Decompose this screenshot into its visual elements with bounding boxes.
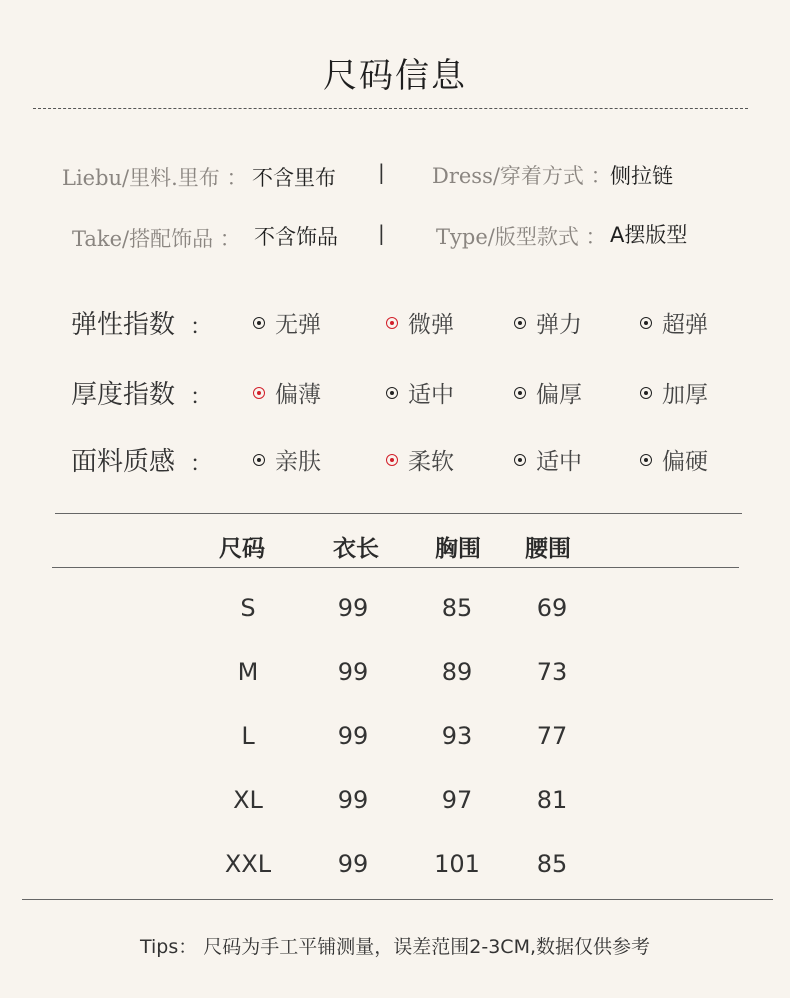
table-top-rule [55,513,742,514]
radio-icon [253,454,265,466]
table-header-cell: 腰围 [525,535,571,562]
attribute-option [386,376,454,409]
size-label-cell: S [240,594,256,622]
radio-icon [640,387,652,399]
page-title: 尺码信息 [323,56,467,96]
size-label-cell: L [241,722,255,750]
table-header-rule [52,567,739,568]
lining-label: Liebu/里料.里布 ： [62,166,248,190]
table-header-cell: 尺码 [219,535,265,562]
table-header-cell: 胸围 [435,535,481,562]
attribute-option [514,306,582,339]
table-cell: 99 [337,850,369,878]
option-label: 柔软 [408,449,454,475]
table-bottom-rule [22,899,773,900]
info-separator: | [378,160,385,184]
radio-icon [640,317,652,329]
radio-selected-icon [253,387,265,399]
attribute-colon: ： [190,452,213,477]
title-divider [33,108,748,109]
table-cell: 69 [536,594,568,622]
attribute-option [253,376,321,409]
table-cell: 85 [536,850,568,878]
table-cell: 73 [536,658,568,686]
table-cell: 85 [441,594,473,622]
attribute-option [640,376,708,409]
take-value: 不含饰品 [254,225,338,249]
radio-icon [253,317,265,329]
radio-selected-icon [386,454,398,466]
option-label: 加厚 [662,382,708,408]
option-label: 偏薄 [275,382,321,408]
attribute-option [253,443,321,476]
dress-value: 侧拉链 [610,164,673,188]
radio-icon [514,317,526,329]
table-cell: 99 [337,722,369,750]
radio-icon [514,454,526,466]
option-label: 弹力 [536,312,582,338]
type-label: Type/版型款式 ： [436,225,607,249]
attribute-option [386,443,454,476]
table-cell: 99 [337,786,369,814]
option-label: 超弹 [662,312,708,338]
table-cell: 99 [337,658,369,686]
attribute-option [514,443,582,476]
table-cell: 81 [536,786,568,814]
size-label-cell: XL [233,786,263,814]
table-header-cell: 衣长 [333,535,379,562]
table-cell: 97 [441,786,473,814]
option-label: 微弹 [408,312,454,338]
table-cell: 101 [434,850,480,878]
attribute-option [386,306,454,339]
option-label: 偏厚 [536,382,582,408]
radio-icon [514,387,526,399]
table-cell: 77 [536,722,568,750]
attribute-label: 厚度指数 [71,380,176,410]
attribute-option [253,306,321,339]
attribute-label: 弹性指数 [71,310,176,340]
attribute-colon: ： [190,385,213,410]
attribute-option [640,443,708,476]
radio-selected-icon [386,317,398,329]
option-label: 适中 [536,449,582,475]
take-label: Take/搭配饰品 ： [72,227,241,251]
type-value: A摆版型 [610,223,688,247]
dress-label: Dress/穿着方式 ： [432,164,612,188]
table-cell: 99 [337,594,369,622]
option-label: 适中 [408,382,454,408]
tips-note: Tips： 尺码为手工平铺测量，误差范围2-3CM,数据仅供参考 [139,936,651,958]
radio-icon [386,387,398,399]
attribute-option [640,306,708,339]
size-label-cell: M [237,658,259,686]
option-label: 无弹 [275,312,321,338]
attribute-colon: ： [190,315,213,340]
info-separator: | [378,221,385,245]
option-label: 偏硬 [662,449,708,475]
size-label-cell: XXL [224,850,272,878]
table-cell: 89 [441,658,473,686]
option-label: 亲肤 [275,449,321,475]
attribute-option [514,376,582,409]
radio-icon [640,454,652,466]
attribute-label: 面料质感 [71,447,176,477]
table-cell: 93 [441,722,473,750]
lining-value: 不含里布 [252,166,336,190]
